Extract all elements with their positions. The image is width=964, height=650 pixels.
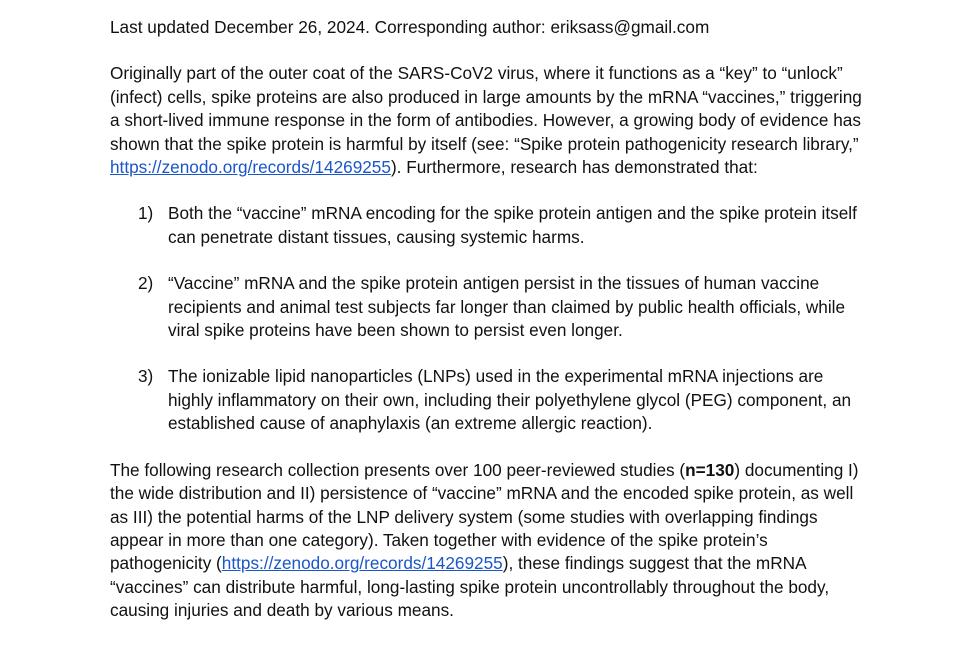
list-item-text: Both the “vaccine” mRNA encoding for the spike protein antigen and the spike protein itself can penetrate distant tissues, causing systemic harms. — [168, 203, 857, 247]
list-item-number: 2) — [138, 273, 154, 294]
list-item-number: 3) — [138, 366, 154, 387]
summary-text-3: ), these findings suggest that the mRNA “vaccines” can distribute harmful, long-lasting spike protein uncontrollably throughout the body, causing injuries and death by various means. — [110, 553, 830, 621]
last-updated-line: Last updated December 26, 2024. Corresponding author: eriksass@gmail.com — [110, 17, 710, 37]
intro-text-after-link: ). Furthermore, research has demonstrated that: — [390, 157, 758, 178]
intro-paragraph — [110, 62, 870, 179]
list-item-number: 1) — [138, 203, 154, 224]
summary-zenodo-link[interactable]: https://zenodo.org/records/14269255 — [221, 553, 503, 574]
summary-paragraph — [110, 459, 870, 623]
summary-text-1: The following research collection presents over 100 peer-reviewed studies ( — [110, 459, 686, 480]
findings-list — [110, 202, 870, 435]
intro-text-before-link: Originally part of the outer coat of the SARS-CoV2 virus, where it functions as a “key” to “unlock” (infect) cells, spike proteins are also produced in large amounts by the mRNA “vaccines,” triggering a short-lived immune response in the form of antibodies. However, a growing body of evidence has shown that the spike protein is harmful by itself (see: “Spike protein pathogenicity research library,” — [110, 63, 862, 154]
study-count: n=130 — [685, 459, 735, 480]
intro-zenodo-link[interactable]: https://zenodo.org/records/14269255 — [110, 157, 391, 178]
list-item-text: “Vaccine” mRNA and the spike protein antigen persist in the tissues of human vaccine recipients and animal test subjects far longer than claimed by public health officials, while viral spike proteins have been shown to persist even longer. — [168, 273, 846, 341]
document-page — [110, 16, 870, 623]
list-item — [110, 365, 870, 435]
summary-text-2: ) documenting I) the wide distribution and II) persistence of “vaccine” mRNA and the encoded spike protein, as well as III) the potential harms of the LNP delivery system (some studies with overlapping findings appear in more than one category). Taken together with evidence of the spike protein’s pathogenicity ( — [110, 459, 859, 574]
list-item-text: The ionizable lipid nanoparticles (LNPs) used in the experimental mRNA injections are highly inflammatory on their own, including their polyethylene glycol (PEG) component, an established cause of anaphylaxis (an extreme allergic reaction). — [168, 366, 852, 434]
list-item — [110, 202, 870, 249]
list-item — [110, 272, 870, 342]
